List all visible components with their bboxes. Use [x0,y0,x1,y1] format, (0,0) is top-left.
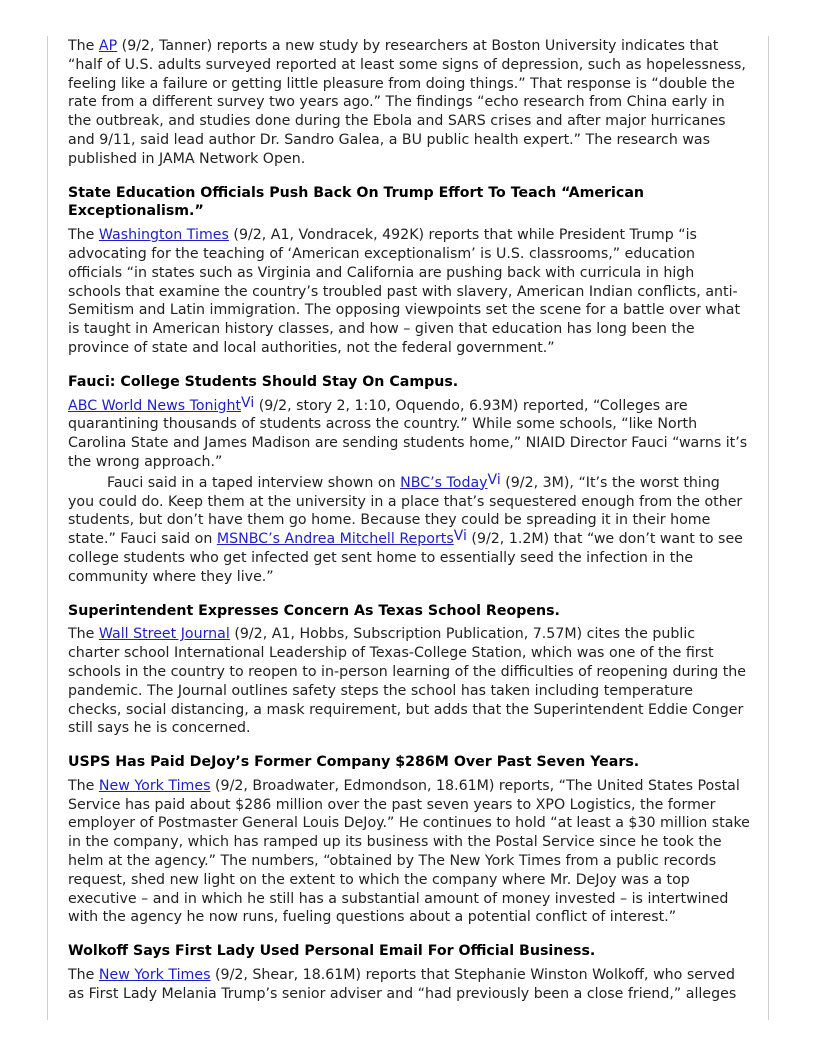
headline-fauci-college: Fauci: College Students Should Stay On Campus. [68,373,459,390]
headline-american-exceptionalism: State Education Officials Push Back On Trump Effort To Teach “American Exceptionalism.” [68,184,644,220]
video-icon-nbc[interactable]: Vi [487,471,501,488]
source-link-nbc-today[interactable]: NBC’s Today [400,474,488,491]
article-ap-depression-paragraph: The AP (9/2, Tanner) reports a new study by researchers at Boston University indicates that “half of U.S. adults surveyed reported at least some signs of depression, such as hopelessness, feeling like a failure or getting little pleasure from doing things.” That response is “double the rate from a different survey two years ago.” The findings “echo research from China early in the outbreak, and studies done during the Ebola and SARS crises and after major hurricanes and 9/11, said lead author Dr. Sandro Galea, a BU public health expert.” The research was published in JAMA Network Open. [68,38,746,167]
source-link-wall-street-journal[interactable]: Wall Street Journal [98,626,230,643]
source-link-new-york-times-usps[interactable]: New York Times [98,777,211,794]
source-link-abc-world-news[interactable]: ABC World News Tonight [68,397,242,414]
source-link-ap[interactable]: AP [98,38,118,54]
headline-texas-school: Superintendent Expresses Concern As Texas School Reopens. [68,602,560,619]
video-icon-msnbc[interactable]: Vi [453,528,467,545]
source-link-washington-times[interactable]: Washington Times [98,227,229,244]
source-link-new-york-times-wolkoff[interactable]: New York Times [98,967,211,984]
article-texas-school-paragraph: The Wall Street Journal (9/2, A1, Hobbs, Subscription Publication, 7.57M) cites the public charter school International Leadership of Texas-College Station, which was one of the first schools in the country to reopen to in-person learning of the difficulties of reopening during the pandemic. The Journal outlines safety steps the school has taken including temperature checks, social distancing, a mask requirement, but adds that the Superintendent Eddie Conger still says he is concerned. [68,626,747,737]
headline-wolkoff-email: Wolkoff Says First Lady Used Personal Email For Official Business. [68,943,596,960]
article-exceptionalism-paragraph: The Washington Times (9/2, A1, Vondracek, 492K) reports that while President Trump “is advocating for the teaching of ‘American exceptionalism’ is U.S. classrooms,” education officials “in states such as Virginia and California are pushing back with curricula in high schools that examine the country’s troubled past with slavery, American Indian conflicts, anti-Semitism and Latin immigration. The opposing viewpoints set the scene for a battle over what is taught in American history classes, and how – given that education has long been the province of state and local authorities, not the federal government.” [68,227,741,356]
source-link-msnbc-andrea-mitchell[interactable]: MSNBC’s Andrea Mitchell Reports [216,531,454,548]
headline-usps-dejoy: USPS Has Paid DeJoy’s Former Company $286M Over Past Seven Years. [68,754,640,771]
right-margin-rule [768,36,769,1020]
article-fauci-paragraph-1: ABC World News TonightVi (9/2, story 2, 1:10, Oquendo, 6.93M) reported, “Colleges are quarantining thousands of students across the country.” While some schools, “like North Carolina State and James Madison are sending students home,” NIAID Director Fauci “warns it’s the wrong approach.” [68,394,748,470]
left-margin-rule [47,36,48,1020]
video-icon-abc[interactable]: Vi [241,394,255,411]
article-wolkoff-paragraph: The New York Times (9/2, Shear, 18.61M) reports that Stephanie Winston Wolkoff, who served as First Lady Melania Trump’s senior adviser and “had previously been a close friend,” alleges [68,967,737,1002]
article-usps-paragraph: The New York Times (9/2, Broadwater, Edmondson, 18.61M) reports, “The United States Postal Service has paid about $286 million over the past seven years to XPO Logistics, the former employer of Postmaster General Louis DeJoy.” He continues to hold “at least a $30 million stake in the company, which has ramped up its business with the Postal Service since he took the helm at the agency.” The numbers, “obtained by The New York Times from a public records request, shed new light on the extent to which the company where Mr. DeJoy was a top executive – and in which he still has a substantial amount of money invested – is intertwined with the agency he now runs, fueling questions about a potential conflict of interest.” [68,777,750,926]
article-fauci-paragraph-2: Fauci said in a taped interview shown on NBC’s TodayVi (9/2, 3M), “It’s the worst thing you could do. Keep them at the university in a place that’s sequestered enough from the other students, but don’t have them go home. Because they could be spreading it in their home state.” Fauci said on MSNBC’s Andrea Mitchell ReportsVi (9/2, 1.2M) that “we don’t want to see college students who get infected get sent home to essentially seed the infection in the community where they live.” [68,471,743,585]
news-briefing-body [68,37,750,1004]
